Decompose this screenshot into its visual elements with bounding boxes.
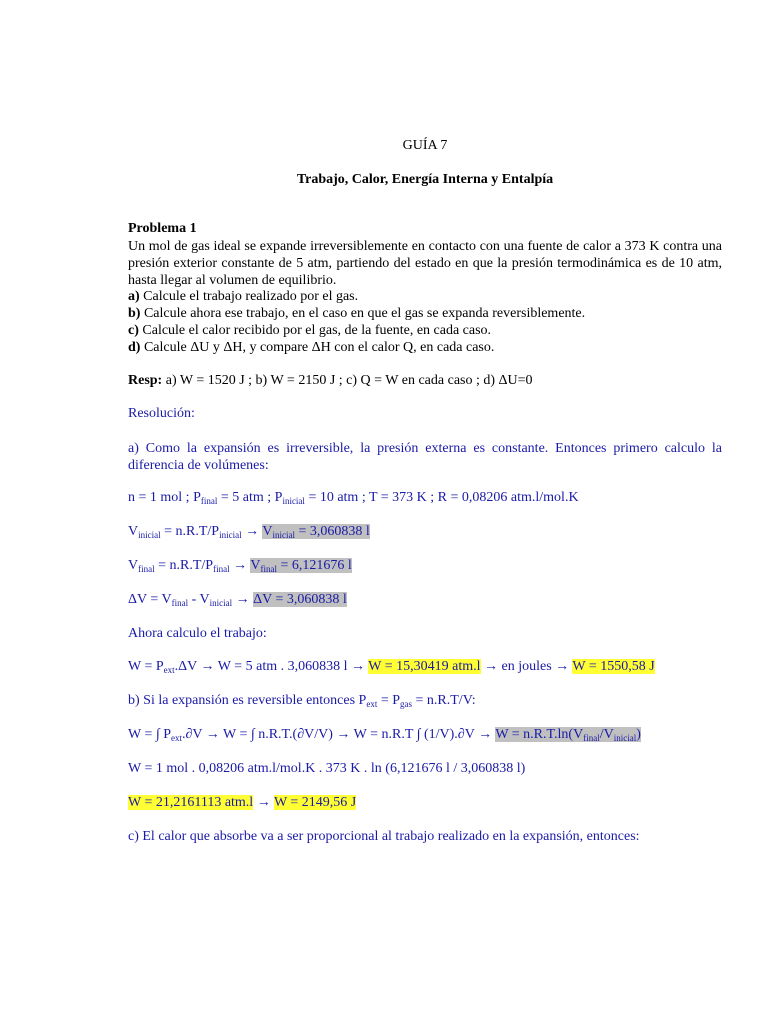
given-data-line: n = 1 mol ; $P_{final} = 5$ atm ; $P_{inicial} = 10$ atm ; T = 373 K ; R = 0,08206 atm.l/mol.K — [128, 490, 579, 506]
resolution-heading: Resolución: — [128, 406, 195, 421]
integral-result: $W = n.R.T.\ln(V_{final}/V_{inicial})$ — [495, 727, 641, 743]
work-joules-result: W = 1550,58 J — [572, 659, 655, 674]
work-atm-result: W = 15,30419 atm.l — [368, 659, 481, 674]
reversible-atm-result: W = 21,2161113 atm.l — [128, 795, 254, 810]
problem-item-b: b) Calcule ahora ese trabajo, en el caso en que el gas se expanda reversiblemente. — [128, 306, 586, 321]
reversible-result-line: W = 21,2161113 atm.l → W = 2149,56 J — [128, 795, 357, 810]
reversible-joules-result: W = 2149,56 J — [273, 795, 357, 810]
part-c-intro: c) El calor que absorbe va a ser proporcional al trabajo realizado en la expansión, entonces: — [128, 829, 640, 844]
v-final-line: $V_{final} = n.R.T/P_{final} \to V_{final} = 6,121676$ l — [128, 558, 352, 574]
v-inicial-result: $V_{inicial} = 3,060838$ l — [262, 524, 370, 540]
v-inicial-line: $V_{inicial} = n.R.T/P_{inicial} \to V_{inicial} = 3,060838$ l — [128, 524, 370, 540]
numeric-calc-line: W = 1 mol . 0,08206 atm.l/mol.K . 373 K . ln (6,121676 l / 3,060838 l) — [128, 761, 526, 776]
page-subtitle: Trabajo, Calor, Energía Interna y Entalpía — [296, 172, 554, 187]
delta-v-line: $\Delta V = V_{final} - V_{inicial} \to \Delta V = 3,060838$ l — [128, 592, 347, 608]
problem-heading: Problema 1 — [128, 221, 197, 236]
v-final-result: $V_{final} = 6,121676$ l — [250, 558, 352, 574]
part-b-intro: b) Si la expansión es reversible entonces $P_{ext} = P_{gas} = n.R.T/V$: — [128, 693, 476, 709]
work-intro: Ahora calculo el trabajo: — [128, 626, 267, 641]
problem-item-d: d) Calcule ΔU y ΔH, y compare ΔH con el calor Q, en cada caso. — [128, 340, 495, 355]
answer-line: Resp: a) W = 1520 J ; b) W = 2150 J ; c) Q = W en cada caso ; d) ΔU=0 — [128, 373, 533, 388]
problem-statement: Un mol de gas ideal se expande irreversiblemente en contacto con una fuente de calor a 373 K contra una presión exterior constante de 5 atm, partiendo del estado en que la presión termodinámica es de 10 atm, hasta llegar al volumen de equilibrio. — [128, 239, 722, 288]
integral-line: W = ∫ $P_{ext}.\partial V \to W$ = ∫ n.R.T.(∂V/V) → W = n.R.T ∫ $(1/V).\partial V \to W = n.R.T.\ln(V_{final}/V_{inicial})$ — [128, 727, 641, 743]
part-a-intro: a) Como la expansión es irreversible, la presión externa es constante. Entonces primero calculo la diferencia de volúmenes: — [128, 441, 722, 473]
problem-item-a: a) Calcule el trabajo realizado por el gas. — [128, 289, 359, 304]
problem-item-c: c) Calcule el calor recibido por el gas, de la fuente, en cada caso. — [128, 323, 492, 338]
page-title: GUÍA 7 — [402, 138, 448, 153]
work-line: $W = P_{ext}.\Delta V \to W = 5$ atm . 3,060838 l → W = 15,30419 atm.l → en joules → W = 1550,58 J — [128, 659, 655, 675]
delta-v-result: ΔV = 3,060838 l — [253, 592, 347, 607]
